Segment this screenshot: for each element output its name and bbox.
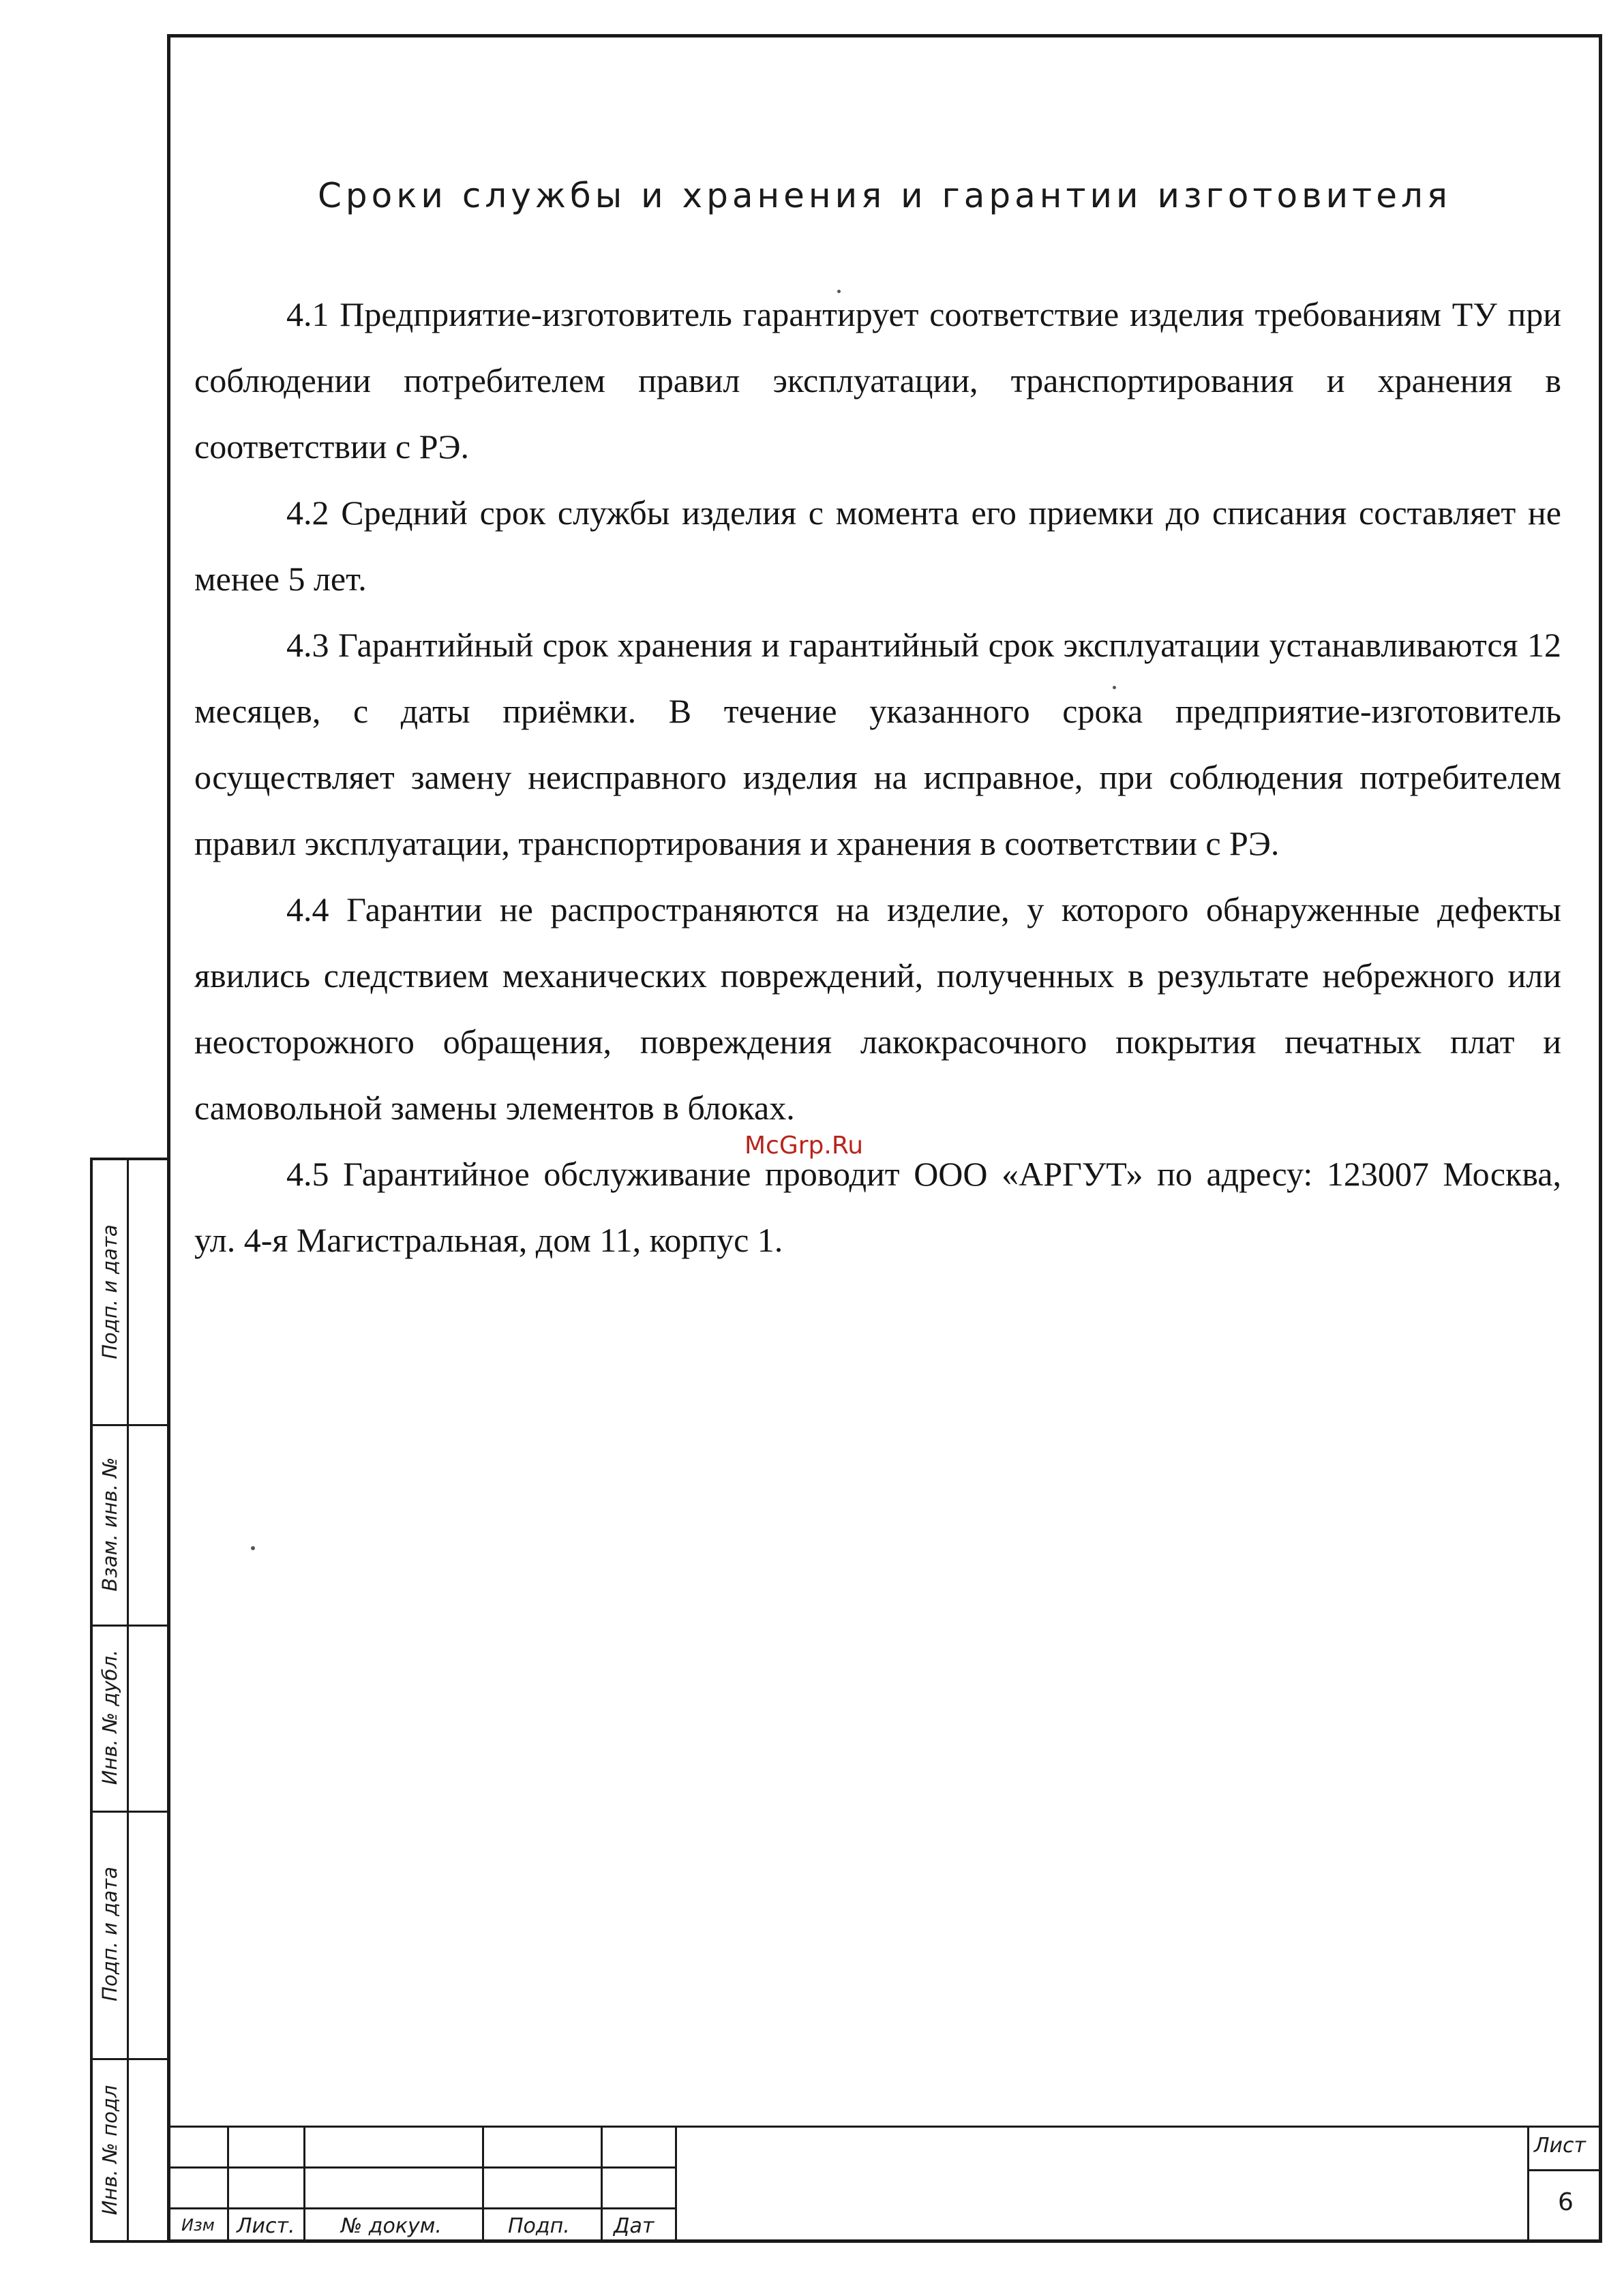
side-stamp-divider [127,1160,129,2240]
section-heading: Сроки службы и хранения и гарантии изготовителя [317,176,1452,215]
side-stamp-line [93,1424,170,1426]
title-block-col-line [303,2126,305,2243]
side-label-inv-podl: Инв. № подл [98,2085,121,2216]
scan-speck [1113,686,1116,689]
label-podp: Подп. [508,2214,570,2238]
label-list: Лист. [237,2214,295,2238]
side-stamp-line [93,2058,170,2060]
side-stamp [90,1158,170,2243]
paragraph-4-2: 4.2 Средний срок службы изделия с момента его приемки до списания составляет не менее 5 лет. [194,494,1561,598]
side-stamp-line [93,1811,170,1813]
side-label-vzam-inv: Взам. инв. № [98,1457,121,1592]
paragraph-4-5: 4.5 Гарантийное обслуживание проводит ООО «АРГУТ» по адресу: 123007 Москва, ул. 4-я Магистральная, дом 11, корпус 1. [194,1155,1561,1259]
body-text [194,282,1561,1273]
label-dat: Дат [614,2214,655,2238]
scan-speck [837,290,841,293]
title-block-col-line [601,2126,603,2243]
paragraph-4-4: 4.4 Гарантии не распространяются на изделие, у которого обнаруженные дефекты явились следствием механических повреждений, полученных в результате небрежного или неосторожного обращения, повреждения лакокрасочного покрытия печатных плат и самовольной замены элементов в блоках. [194,890,1561,1127]
side-stamp-line [93,1625,170,1627]
scan-speck [251,1546,255,1550]
paragraph-4-3: 4.3 Гарантийный срок хранения и гарантийный срок эксплуатации устанавливаются 12 месяцев, с даты приёмки. В течение указанного срока предприятие-изготовитель осуществляет замену неисправного изделия на исправное, при соблюдения потребителем правил эксплуатации, транспортирования и хранения в соответствии с РЭ. [194,626,1561,862]
label-dokum: № докум. [341,2214,442,2238]
label-izm: Изм [181,2216,215,2235]
title-block-col-line [1527,2126,1529,2243]
title-block-top-line [170,2126,1602,2128]
sheet-label: Лист [1534,2134,1587,2158]
side-label-inv-dubl: Инв. № дубл. [98,1649,121,1785]
watermark: McGrp.Ru [745,1132,864,1160]
sheet-number: 6 [1558,2188,1574,2216]
title-block-col-line [482,2126,484,2243]
title-block-sheet-line [1527,2169,1602,2171]
paragraph-4-1: 4.1 Предприятие-изготовитель гарантирует соответствие изделия требованиям ТУ при соблюдении потребителем правил эксплуатации, транспортирования и хранения в соответствии с РЭ. [194,295,1561,466]
side-label-podp-data-bottom: Подп. и дата [98,1867,121,2002]
title-block-col-line [675,2126,677,2243]
side-label-podp-data-top: Подп. и дата [98,1224,121,1359]
title-block-col-line [227,2126,229,2243]
